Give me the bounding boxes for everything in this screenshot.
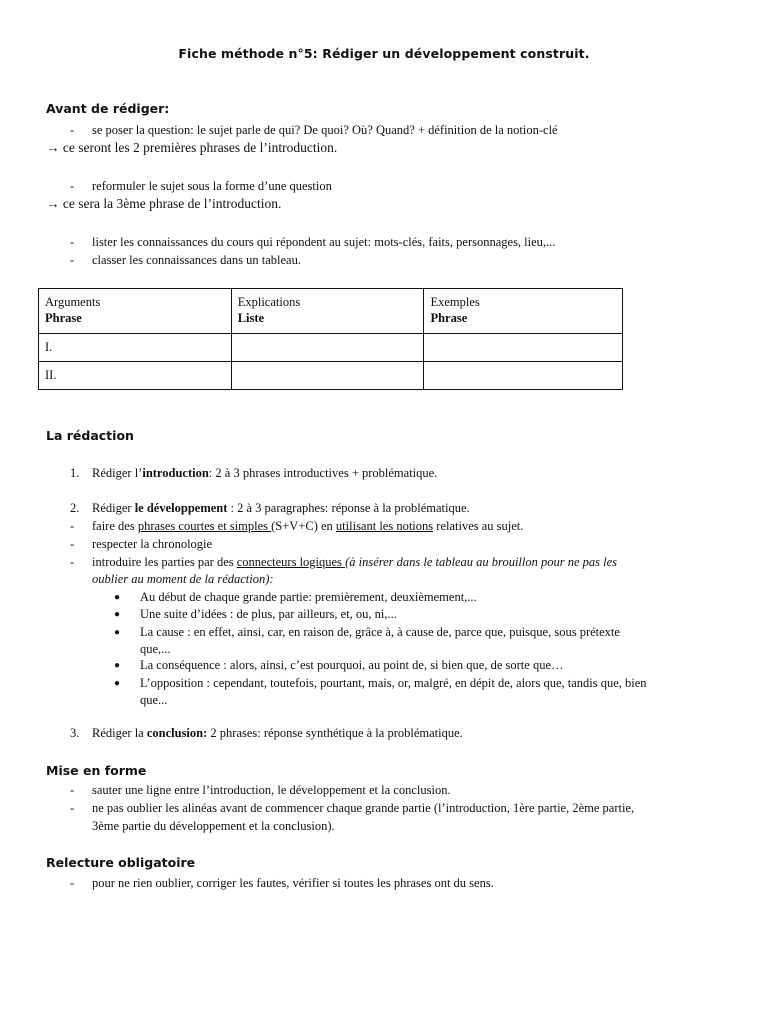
dash-marker: -	[70, 801, 75, 815]
item-text: (S+V+C) en	[271, 519, 336, 533]
step-text: Rédiger	[92, 501, 135, 515]
header-sub: Phrase	[430, 311, 468, 326]
heading-relecture: Relecture obligatoire	[46, 855, 196, 870]
avant-item-2: reformuler le sujet sous la forme d’une question	[92, 179, 332, 193]
connector-opposition-cont: que...	[140, 693, 168, 707]
avant-item-4: classer les connaissances dans un tableau.	[92, 253, 301, 267]
step-text: : 2 à 3 phrases introductives + problématique.	[208, 466, 438, 480]
list-number: 3.	[70, 726, 80, 740]
page-title: Fiche méthode n°5: Rédiger un développement construit.	[178, 46, 590, 61]
table-header-cell	[231, 289, 424, 334]
step-text: Rédiger la	[92, 726, 147, 740]
header-sub: Phrase	[45, 311, 82, 326]
mise-item-2: ne pas oublier les alinéas avant de commencer chaque grande partie (l’introduction, 1ère partie, 2ème partie,	[92, 801, 635, 815]
item-underlined: phrases courtes et simples	[137, 519, 272, 533]
item-text: introduire les parties par des	[92, 555, 237, 569]
dash-marker: -	[70, 235, 75, 249]
item-underlined: utilisant les notions	[335, 519, 434, 533]
bullet-marker: ●	[114, 592, 121, 603]
header-label: Explications	[237, 295, 301, 309]
bullet-marker: ●	[114, 609, 121, 620]
dev-item-chronologie: respecter la chronologie	[92, 537, 213, 551]
header-label: Exemples	[430, 295, 480, 309]
dash-marker: -	[70, 783, 75, 797]
step-introduction	[92, 465, 437, 482]
heading-mise-en-forme: Mise en forme	[46, 763, 147, 778]
dev-item-connecteurs	[92, 554, 617, 571]
heading-avant: Avant de rédiger:	[46, 101, 170, 116]
heading-redaction: La rédaction	[46, 428, 134, 443]
table-cell: II.	[39, 362, 232, 390]
connector-cause: La cause : en effet, ainsi, car, en raison de, grâce à, à cause de, parce que, puisque, sous prétexte	[140, 625, 620, 639]
connector-debut: Au début de chaque grande partie: premièrement, deuxièmement,...	[140, 590, 477, 604]
knowledge-table	[38, 288, 623, 390]
dev-item-connecteurs-cont: oublier au moment de la rédaction):	[92, 572, 274, 586]
dash-marker: -	[70, 179, 75, 193]
avant-note-2: → ce sera la 3ème phrase de l’introduction.	[46, 196, 282, 211]
connector-opposition: L’opposition : cependant, toutefois, pourtant, mais, or, malgré, en dépit de, alors que, tandis que, bien	[140, 676, 647, 690]
connector-consequence: La conséquence : alors, ainsi, c’est pourquoi, au point de, si bien que, de sorte que…	[140, 658, 564, 672]
step-keyword: introduction	[142, 466, 209, 480]
table-header-cell	[39, 289, 232, 334]
dash-marker: -	[70, 123, 75, 137]
step-developpement	[92, 500, 470, 517]
connector-cause-cont: que,...	[140, 642, 171, 656]
table-header-row	[39, 289, 623, 334]
bullet-marker: ●	[114, 627, 121, 638]
dev-item-phrases	[92, 518, 523, 535]
header-label: Arguments	[45, 295, 101, 309]
table-row	[39, 362, 623, 390]
dash-marker: -	[70, 519, 75, 533]
dash-marker: -	[70, 876, 75, 890]
item-text: faire des	[92, 519, 138, 533]
step-text: Rédiger l’	[92, 466, 143, 480]
avant-note-1: → ce seront les 2 premières phrases de l’introduction.	[46, 140, 338, 155]
item-text: relatives au sujet.	[433, 519, 524, 533]
mise-item-1: sauter une ligne entre l’introduction, le développement et la conclusion.	[92, 783, 451, 797]
table-row	[39, 334, 623, 362]
relecture-item-1: pour ne rien oublier, corriger les fautes, vérifier si toutes les phrases ont du sens.	[92, 876, 494, 890]
list-number: 1.	[70, 466, 80, 480]
table-header-cell	[424, 289, 623, 334]
step-keyword: le développement	[134, 501, 228, 515]
mise-item-2-cont: 3ème partie du développement et la conclusion).	[92, 819, 335, 833]
bullet-marker: ●	[114, 678, 121, 689]
item-underlined: connecteurs logiques	[236, 555, 346, 569]
list-number: 2.	[70, 501, 80, 515]
avant-item-1: se poser la question: le sujet parle de qui? De quoi? Où? Quand? + définition de la notion-clé	[92, 123, 558, 137]
step-keyword: conclusion:	[146, 726, 208, 740]
avant-item-3: lister les connaissances du cours qui répondent au sujet: mots-clés, faits, personnages, lieu,...	[92, 235, 556, 249]
dash-marker: -	[70, 555, 75, 569]
table-cell	[231, 362, 424, 390]
table-cell: I.	[39, 334, 232, 362]
table-cell	[231, 334, 424, 362]
item-italic: (à insérer dans le tableau au brouillon pour ne pas les	[345, 555, 618, 569]
step-text: : 2 à 3 paragraphes: réponse à la problématique.	[227, 501, 470, 515]
table-cell	[424, 334, 623, 362]
dash-marker: -	[70, 253, 75, 267]
header-sub: Liste	[237, 311, 265, 326]
dash-marker: -	[70, 537, 75, 551]
step-text: 2 phrases: réponse synthétique à la problématique.	[207, 726, 463, 740]
bullet-marker: ●	[114, 660, 121, 671]
table-cell	[424, 362, 623, 390]
step-conclusion	[92, 725, 463, 742]
connector-suite: Une suite d’idées : de plus, par ailleurs, et, ou, ni,...	[140, 607, 397, 621]
